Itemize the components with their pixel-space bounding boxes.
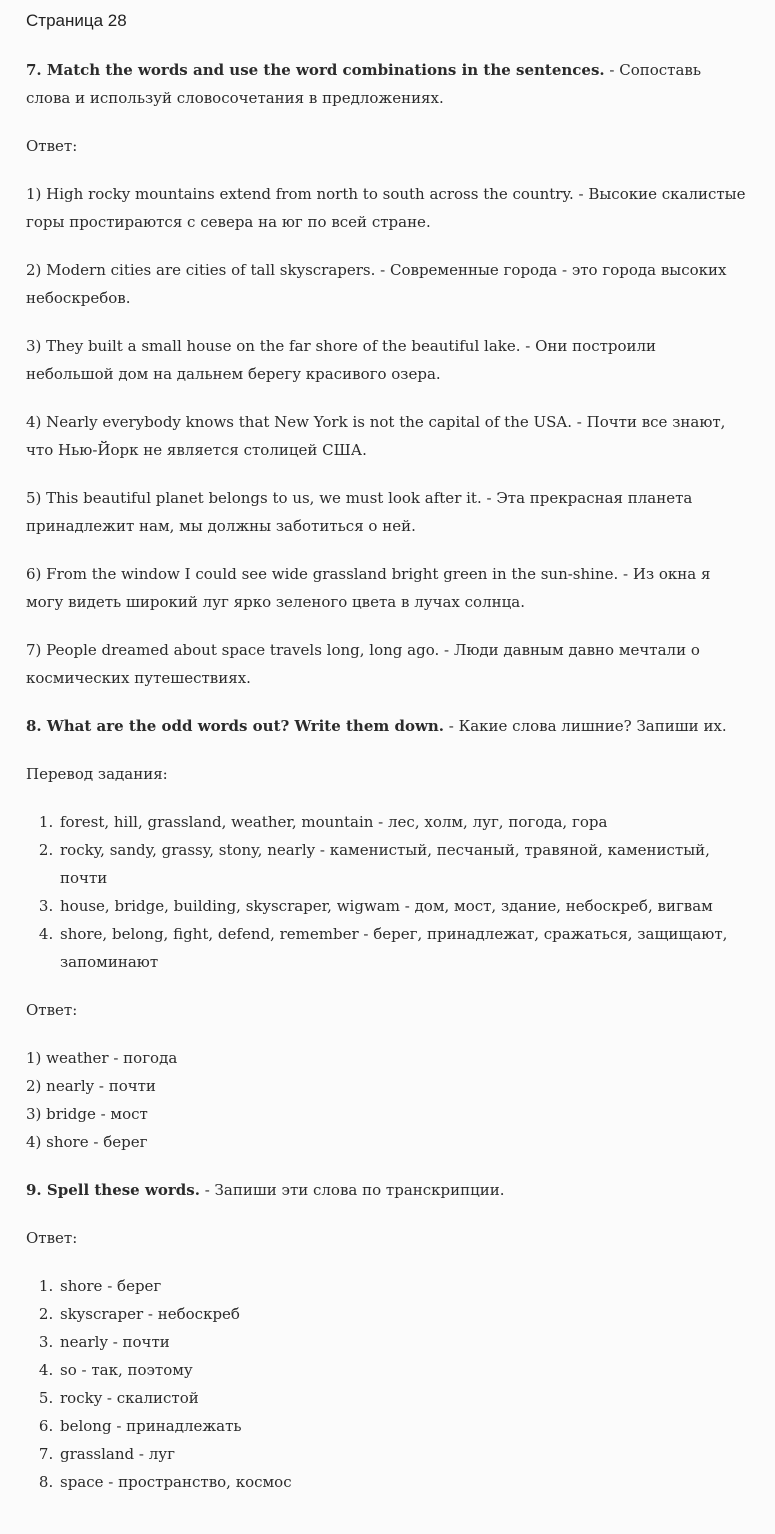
task8-translation-list (26, 808, 747, 976)
task8-answer-2: 2) nearly - почти (26, 1077, 156, 1095)
task8-answer-1: 1) weather - погода (26, 1049, 178, 1067)
task9-answer-label: Ответ: (26, 1229, 78, 1247)
task8-answer-4: 4) shore - берег (26, 1133, 148, 1151)
list-item: 2. skyscraper - небоскреб (58, 1300, 747, 1328)
list-item: 3. house, bridge, building, skyscraper, wigwam - дом, мост, здание, небоскреб, вигвам (58, 892, 747, 920)
page-title: Страница 28 (26, 11, 127, 30)
task7-answer-5: 5) This beautiful planet belongs to us, we must look after it. - Эта прекрасная планета принадлежит нам, мы должны заботиться о ней. (26, 489, 693, 535)
list-item: 5. rocky - скалистой (58, 1384, 747, 1412)
task8-answers (26, 1044, 747, 1156)
list-item: 8. space - пространство, космос (58, 1468, 747, 1496)
list-item: 1. shore - берег (58, 1272, 747, 1300)
task8-answer-3: 3) bridge - мост (26, 1105, 148, 1123)
task9-heading (26, 1176, 747, 1204)
task7-answer-label: Ответ: (26, 137, 78, 155)
task7-heading (26, 56, 747, 112)
list-item: 3. nearly - почти (58, 1328, 747, 1356)
task7-answer-6: 6) From the window I could see wide grassland bright green in the sun-shine. - Из окна я могу видеть широкий луг ярко зеленого цвета в лучах солнца. (26, 565, 711, 611)
list-item: 7. grassland - луг (58, 1440, 747, 1468)
task8-answer-label: Ответ: (26, 1001, 78, 1019)
task9-title-ru: - Запиши эти слова по транскрипции. (199, 1181, 505, 1199)
list-item: 1. forest, hill, grassland, weather, mountain - лес, холм, луг, погода, гора (58, 808, 747, 836)
task8-translation-label: Перевод задания: (26, 765, 168, 783)
task8-title: 8. What are the odd words out? Write them down. (26, 717, 444, 735)
task9-title: 9. Spell these words. (26, 1181, 200, 1199)
task7-answer-4: 4) Nearly everybody knows that New York is not the capital of the USA. - Почти все знают, что Нью-Йорк не является столицей США. (26, 413, 726, 459)
task7-answer-3: 3) They built a small house on the far shore of the beautiful lake. - Они построили небольшой дом на дальнем берегу красивого озера. (26, 337, 657, 383)
task7-title: 7. Match the words and use the word combinations in the sentences. (26, 61, 605, 79)
list-item: 4. so - так, поэтому (58, 1356, 747, 1384)
task7-title-ru: - Сопоставь слова и используй словосочетания в предложениях. (26, 61, 702, 107)
task8-heading (26, 712, 747, 740)
list-item: 2. rocky, sandy, grassy, stony, nearly - каменистый, песчаный, травяной, каменистый, почти (58, 836, 747, 892)
task7-answer-1: 1) High rocky mountains extend from north to south across the country. - Высокие скалистые горы простираются с севера на юг по всей стране. (26, 185, 746, 231)
task9-answer-list (26, 1272, 747, 1496)
list-item: 6. belong - принадлежать (58, 1412, 747, 1440)
list-item: 4. shore, belong, fight, defend, remember - берег, принадлежат, сражаться, защищают, запоминают (58, 920, 747, 976)
task7-answer-2: 2) Modern cities are cities of tall skyscrapers. - Современные города - это города высоких небоскребов. (26, 261, 727, 307)
task8-title-ru: - Какие слова лишние? Запиши их. (444, 717, 727, 735)
task7-answer-7: 7) People dreamed about space travels long, long ago. - Люди давным давно мечтали о космических путешествиях. (26, 641, 700, 687)
